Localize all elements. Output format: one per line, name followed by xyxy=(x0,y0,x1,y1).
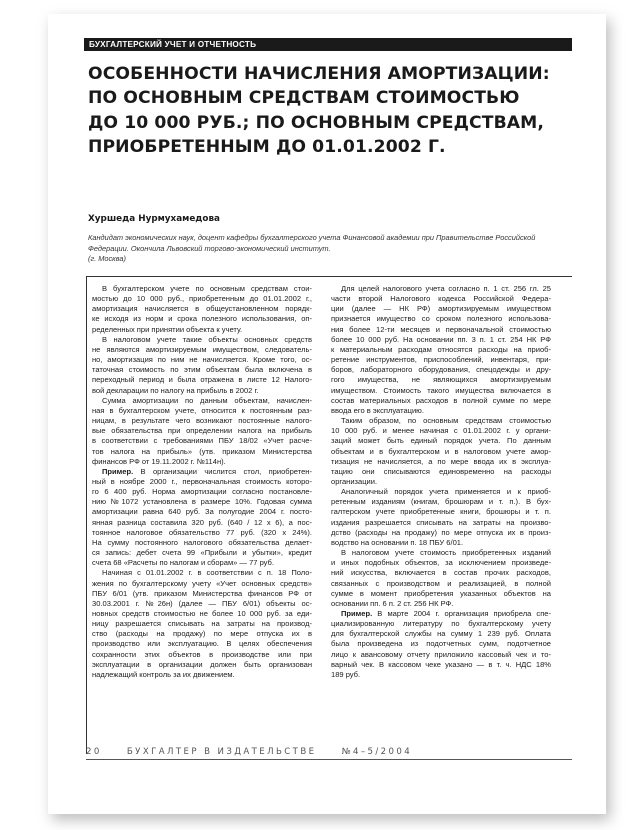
text-line: производство или эксплуатацию. В целях обеспечения xyxy=(92,639,312,649)
text-line: галтерском учете приобретенные книги, брошюры и т. п. xyxy=(331,507,551,517)
text-line: варный чек. В кассовом чеке указано — в т. ч. НДС 18% xyxy=(331,659,551,669)
text-line: ство (расходы на продажу) по мере отпуска их в xyxy=(92,629,312,639)
page-footer xyxy=(86,747,572,757)
bio-line: (г. Москва) xyxy=(88,254,126,263)
vertical-rule xyxy=(86,276,87,754)
text-line: 189 руб. xyxy=(331,669,361,679)
author-name: Хуршеда Нурмухамедова xyxy=(88,214,220,224)
bio-line: Федерации. Окончила Львовский торгово-экономический институт. xyxy=(88,243,331,253)
text-line: Начиная с 01.01.2002 г. в соответствии с п. 18 Поло- xyxy=(102,568,312,578)
issue-number: №4–5/2004 xyxy=(341,747,413,757)
bio-line: Кандидат экономических наук, доцент кафедры бухгалтерского учета Финансовой академии при Правительстве Российской xyxy=(88,233,536,242)
text-line: ретенным изданиям (книгам, брошюрам и т. п.). В бух- xyxy=(331,497,551,507)
text-line: вой декларации по налогу на прибыль в 2002 г. xyxy=(92,385,259,395)
text-line: 30.03.2001 г. №26н) (далее — ПБУ 6/01) объекты ос- xyxy=(92,598,312,608)
text-line: состав материальных расходов в полной сумме по мере xyxy=(331,395,551,405)
text-line: Пример. В организации числится стол, приобретен- xyxy=(102,466,312,476)
text-line: ределенных при принятии объекта к учету. xyxy=(92,324,243,334)
text-line: для бухгалтерской службы на сумму 1 239 руб. Оплата xyxy=(331,629,551,639)
text-line: была произведена из подотчетных сумм, подотчетное xyxy=(331,639,551,649)
text-line: надлежащий контроль за их движением. xyxy=(92,669,235,679)
text-line: признается имущество со сроком полезного использова- xyxy=(331,314,551,324)
text-line: ввода его в эксплуатацию. xyxy=(331,405,424,415)
text-line: объектам и в бухгалтерском и в налоговом учете амор- xyxy=(331,446,551,456)
text-line: ний искусства, включается в состав прочих расходов, xyxy=(331,568,551,578)
text-line: водство на основании п. 18 ПБУ 6/01. xyxy=(331,537,464,547)
title-line: ДО 10 000 РУБ.; ПО ОСНОВНЫМ СРЕДСТВАМ, xyxy=(88,112,545,133)
text-line: но, амортизация по ним не начисляется. Кроме того, ос- xyxy=(92,355,312,365)
magazine-page xyxy=(48,14,606,814)
footer-rule xyxy=(86,759,572,760)
text-line: циализированную литературу по бухгалтерскому учету xyxy=(331,619,551,629)
text-line: нию №1072 установлена в размере 10%. Годовая сумма xyxy=(92,497,312,507)
text-line: сумме в момент приобретения указанных объектов на xyxy=(331,588,551,598)
text-line: части второй Налогового кодекса Российской Федера- xyxy=(331,294,551,304)
title-line: ПРИОБРЕТЕННЫМ ДО 01.01.2002 Г. xyxy=(88,136,446,157)
text-line: заций может быть единый порядок учета. По данным xyxy=(331,436,551,446)
text-line: ся запись: дебет счета 99 «Прибыли и убытки», кредит xyxy=(92,548,312,558)
text-line: не являются амортизируемым имуществом, следователь- xyxy=(92,344,312,354)
title-line: ПО ОСНОВНЫМ СРЕДСТВАМ СТОИМОСТЬЮ xyxy=(88,88,520,109)
text-line: В бухгалтерском учете по основным средствам стои- xyxy=(102,284,312,293)
text-line: ции (далее — НК РФ) амортизируемым имуществом xyxy=(331,304,551,314)
text-line: издания разрешается списывать на затраты на произво- xyxy=(331,517,551,527)
text-line: тоянное налоговое обязательство 77 руб. (320 x 24%). xyxy=(92,527,312,537)
text-line: Для целей налогового учета согласно п. 1 ст. 256 гл. 25 xyxy=(341,284,551,293)
author-bio xyxy=(88,233,558,265)
text-line: тов налога на прибыль» (утв. приказом Министерства xyxy=(92,446,312,456)
text-line: ная в бухгалтерском учете, относится к постоянным раз- xyxy=(92,405,312,415)
text-line: амортизация начисляется в общеустановленном порядк- xyxy=(92,304,312,314)
page-number: 20 xyxy=(86,747,102,757)
text-line: ницу разрешается списывать на затраты на производ- xyxy=(92,619,312,629)
text-line: в соответствии с требованиями ПБУ 18/02 «Учет расче- xyxy=(92,436,312,446)
text-line: Пример. В марте 2004 г. организация приобрела спе- xyxy=(341,609,551,618)
text-line: таточная стоимость по этим объектам была включена в xyxy=(92,365,312,375)
text-line: амортизации равна 640 руб. За полугодие 2004 г. посто- xyxy=(92,507,312,517)
text-line: имуществом. Стоимость такого имущества включается в xyxy=(331,385,551,395)
text-line: жения по бухгалтерскому учету «Учет основных средств» xyxy=(92,578,312,588)
text-line: янная разница составила 320 руб. (640 / 12 x 6), а пос- xyxy=(92,517,312,527)
text-line: ПБУ 6/01 (утв. приказом Министерства финансов РФ от xyxy=(92,588,312,598)
text-line: лицо к авансовому отчету приложило кассовый чек и то- xyxy=(331,649,551,659)
article-title xyxy=(88,62,568,159)
text-line: ния более 12-ти месяцев и первоначальной стоимостью xyxy=(331,324,551,334)
text-line: 10 000 руб. и менее начиная с 01.01.2002 г. у органи- xyxy=(331,426,551,436)
divider-line xyxy=(86,276,572,277)
text-line: Таким образом, по основным средствам стоимостью xyxy=(341,416,551,426)
text-line: к материальным расходам относятся расходы на приоб- xyxy=(331,344,551,354)
text-line: ный в ноябре 2000 г., первоначальная стоимость которо- xyxy=(92,476,312,486)
text-line: тацию они списываются единовременно на расходы xyxy=(331,466,551,476)
text-line: более 10 000 руб. На основании пп. 3 п. 1 ст. 254 НК РФ xyxy=(331,334,551,344)
section-header: БУХГАЛТЕРСКИЙ УЧЕТ И ОТЧЕТНОСТЬ xyxy=(84,38,572,51)
text-line: ницам, в результате чего возникают постоянные налого- xyxy=(92,416,312,426)
text-line: организации. xyxy=(331,476,378,486)
text-line: мостью до 10 000 руб., приобретенным до 01.01.2002 г., xyxy=(92,294,312,304)
text-line: счета 68 «Расчеты по налогам и сборам» — 77 руб. xyxy=(92,558,274,568)
text-line: го 6 400 руб. Норма амортизации согласно постановле- xyxy=(92,487,312,497)
text-line: вые обязательства при определении налога на прибыль xyxy=(92,426,312,436)
text-line: и иных подобных объектов, за исключением произведе- xyxy=(331,558,551,568)
text-line: На сумму постоянного налогового обязательства делает- xyxy=(92,537,312,547)
text-line: В налоговом учете стоимость приобретенных изданий xyxy=(341,548,551,558)
text-line: основании пп. 6 п. 2 ст. 256 НК РФ. xyxy=(331,598,454,608)
magazine-name: БУХГАЛТЕР В ИЗДАТЕЛЬСТВЕ xyxy=(126,747,317,757)
text-line: переходный период и была отражена в листе 12 Налого- xyxy=(92,375,312,385)
text-line: сохранности этих объектов в производстве или при xyxy=(92,649,312,659)
text-line: ретение инструментов, приспособлений, инвентаря, при- xyxy=(331,355,551,365)
left-column xyxy=(92,284,312,680)
text-line: гого имущества, не являющихся амортизируемым xyxy=(331,375,551,385)
text-line: боров, лабораторного оборудования, спецодежды и дру- xyxy=(331,365,551,375)
text-line: тизация не начисляется, а по мере ввода их в эксплуа- xyxy=(331,456,551,466)
text-line: В налоговом учете такие объекты основных средств xyxy=(102,334,312,344)
text-line: ке исходя из норм и срока полезного использования, оп- xyxy=(92,314,312,324)
title-line: ОСОБЕННОСТИ НАЧИСЛЕНИЯ АМОРТИЗАЦИИ: xyxy=(88,64,550,84)
text-line: финансов РФ от 19.11.2002 г. №114н). xyxy=(92,456,226,466)
text-line: связанных с производством и реализацией, в полной xyxy=(331,578,551,588)
text-line: Аналогичный порядок учета применяется и к приоб- xyxy=(341,487,551,497)
right-column xyxy=(331,284,551,680)
text-line: Сумма амортизации по данным объектам, начислен- xyxy=(102,395,312,405)
text-line: эксплуатации в организации должен быть организован xyxy=(92,659,312,669)
text-line: дство (расходы на продажу) по мере отпуска их в произ- xyxy=(331,527,551,537)
text-line: новных средств стоимостью не более 10 000 руб. за еди- xyxy=(92,609,312,618)
